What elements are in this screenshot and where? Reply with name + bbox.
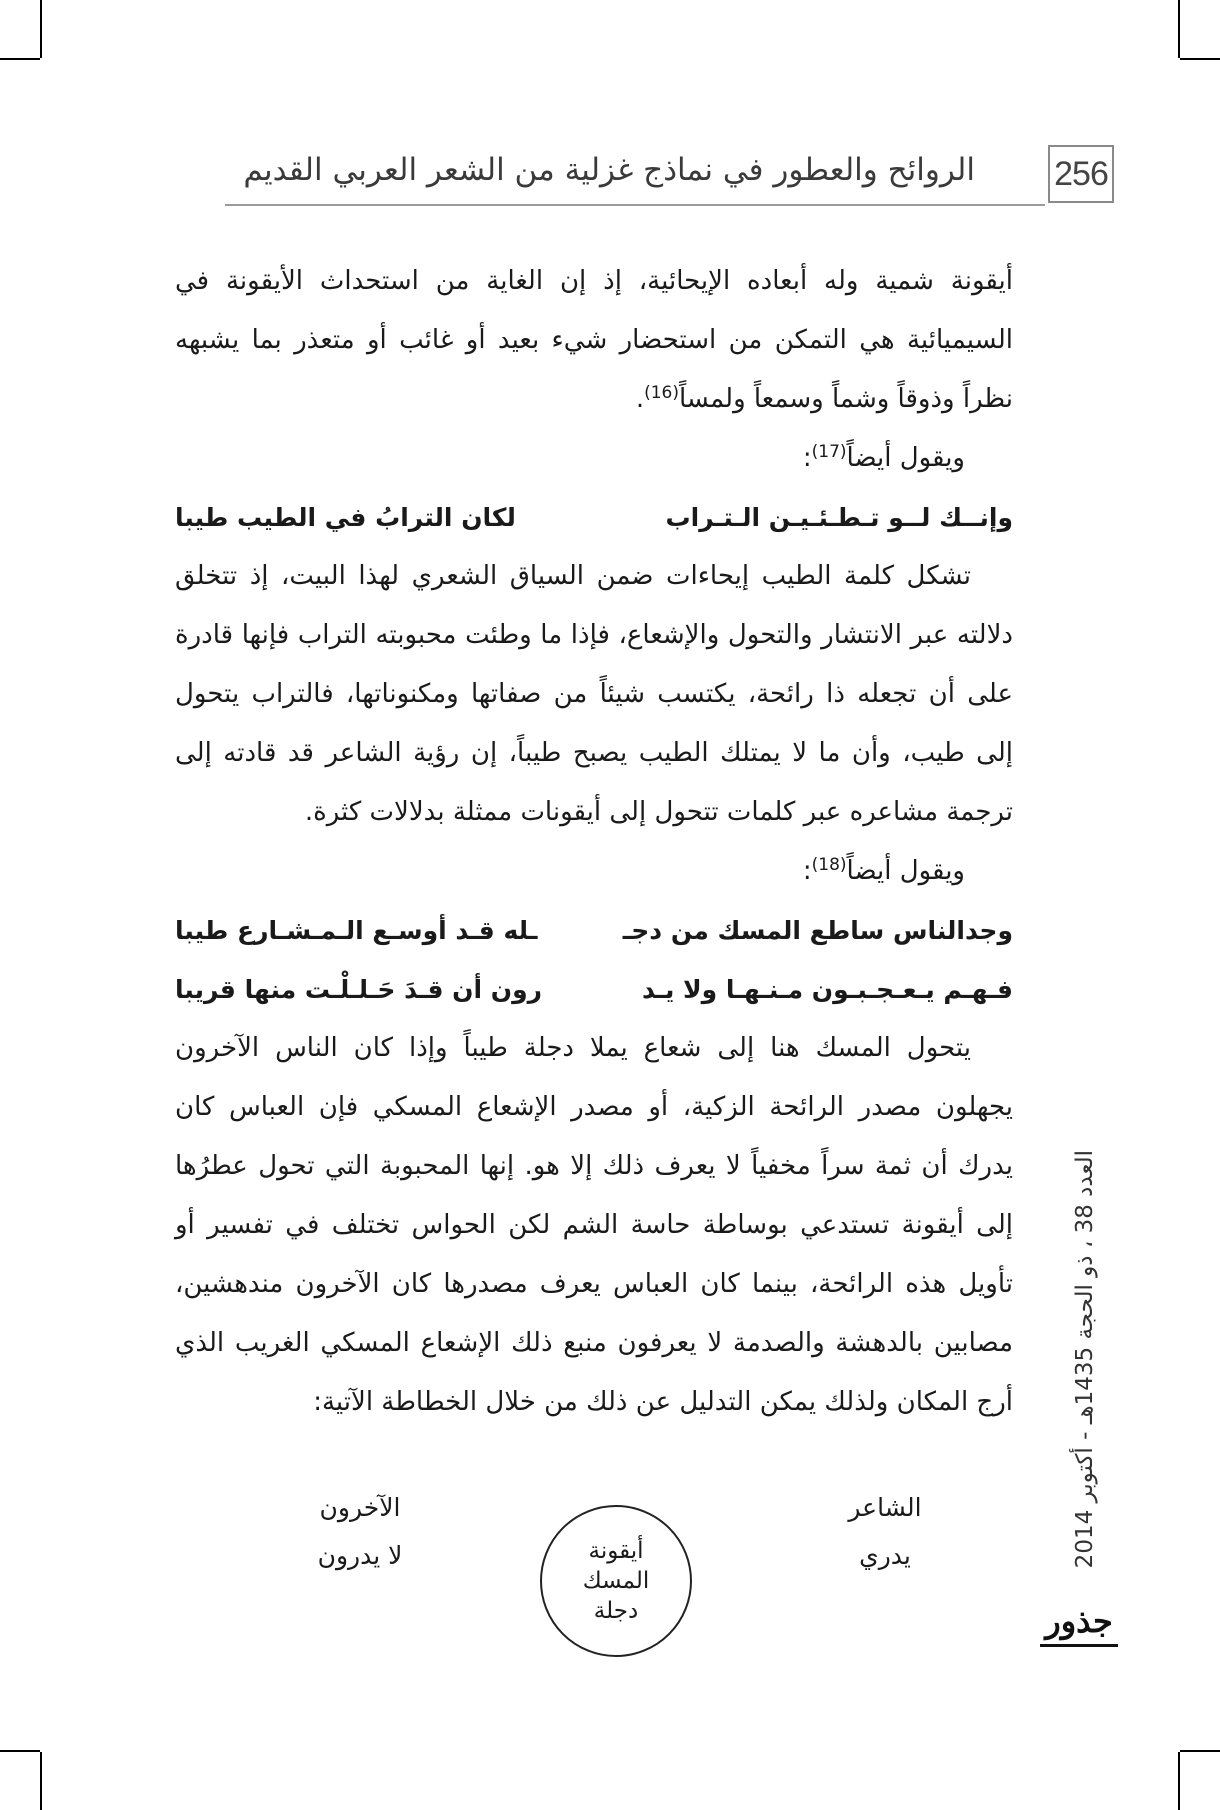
diagram-label: يدري bbox=[859, 1541, 911, 1570]
footnote-ref: (17) bbox=[811, 442, 847, 462]
paragraph: تشكل كلمة الطيب إيحاءات ضمن السياق الشعري لهذا البيت، إذ تتخلق دلالته عبر الانتشار والتحول والإشعاع، فإذا ما وطئت محبوبته التراب فإنها قادرة على أن تجعله ذا رائحة، يكتسب شيئاً من صفاتها ومكنوناتها، فالتراب يتحول إلى طيب، وأن ما لا يمتلك الطيب يصبح طيباً، إن رؤية الشاعر قد قادته إلى ترجمة مشاعره عبر كلمات تتحول إلى أيقونات ممثلة بدلالات كثرة. bbox=[175, 561, 1013, 827]
diagram-label: المسك bbox=[582, 1568, 650, 1594]
journal-logo: جذور bbox=[1040, 1604, 1118, 1647]
diagram-icon-circle bbox=[540, 1505, 692, 1657]
punctuation: . bbox=[635, 384, 645, 414]
crop-mark bbox=[0, 58, 40, 60]
crop-mark bbox=[40, 0, 42, 58]
paragraph-text: أيقونة شمية وله أبعاده الإيحائية، إذ إن الغاية من استحداث الأيقونة في السيميائية هي التمكن من استحضار شيء بعيد أو غائب أو متعذر بما يشبهه نظراً وذوقاً وشماً وسمعاً ولمساً bbox=[175, 266, 1013, 414]
verse-hemistich-left: ـله قـد أوسـع الـمـشـارع طيبا bbox=[175, 916, 538, 945]
crop-mark bbox=[40, 1752, 42, 1810]
crop-mark bbox=[0, 1750, 40, 1752]
verse-intro-text: ويقول أيضاً bbox=[846, 856, 965, 886]
verse-hemistich-left: رون أن قـدَ حَـلـلْـت منها قريبا bbox=[175, 975, 543, 1004]
verse-intro-text: ويقول أيضاً bbox=[846, 443, 965, 473]
footnote-ref: (16) bbox=[644, 383, 679, 403]
verse-hemistich-right: وإنــك لــو تـطـئـيـن الـتـراب bbox=[665, 503, 1013, 532]
verse-intro bbox=[175, 429, 1013, 488]
running-header: الروائح والعطور في نماذج غزلية من الشعر العربي القديم bbox=[243, 152, 975, 188]
verse-line bbox=[175, 488, 1013, 547]
verse-line bbox=[175, 901, 1013, 960]
issue-info: العدد 38 ، ذو الحجة 1435هـ - أكتوبر 2014 bbox=[1072, 1150, 1098, 1569]
crop-mark bbox=[1180, 58, 1220, 60]
paragraph bbox=[175, 252, 1013, 429]
verse-hemistich-right: فـهـم يـعـجـبـون مـنـهـا ولا يـد bbox=[641, 975, 1013, 1004]
diagram-label: لا يدرون bbox=[317, 1541, 403, 1570]
diagram-label: الآخرون bbox=[319, 1493, 401, 1522]
page-number: 256 bbox=[1048, 145, 1114, 203]
diagram-label: دجلة bbox=[593, 1598, 639, 1624]
footnote-ref: (18) bbox=[811, 855, 847, 875]
article-body bbox=[175, 252, 1013, 1432]
verse-line bbox=[175, 960, 1013, 1019]
verse-hemistich-right: وجدالناس ساطع المسك من دجـ bbox=[622, 916, 1013, 945]
paragraph: يتحول المسك هنا إلى شعاع يملا دجلة طيباً وإذا كان الناس الآخرون يجهلون مصدر الرائحة الزكية، أو مصدر الإشعاع المسكي فإن العباس كان يدرك أن ثمة سراً مخفياً لا يعرف ذلك إلا هو. إنها المحبوبة التي تحول عطرُها إلى أيقونة تستدعي بوساطة حاسة الشم لكن الحواس تختلف في تفسير أو تأويل هذه الرائحة، بينما كان العباس يعرف مصدرها كان الآخرون مندهشين، مصابين بالدهشة والصدمة لا يعرفون منبع ذلك الإشعاع المسكي الغريب الذي أرج المكان ولذلك يمكن التدليل عن ذلك من خلال الخطاطة الآتية: bbox=[175, 1033, 1013, 1417]
diagram-label: أيقونة bbox=[588, 1538, 644, 1564]
punctuation: : bbox=[802, 443, 812, 473]
diagram-poet bbox=[820, 1484, 950, 1580]
verse-intro bbox=[175, 842, 1013, 901]
verse-hemistich-left: لكان الترابُ في الطيب طيبا bbox=[175, 503, 516, 532]
punctuation: : bbox=[802, 856, 812, 886]
crop-mark bbox=[1180, 1750, 1220, 1752]
crop-mark bbox=[1178, 0, 1180, 58]
diagram-others bbox=[285, 1484, 435, 1580]
crop-mark bbox=[1178, 1752, 1180, 1810]
diagram-label: الشاعر bbox=[848, 1493, 922, 1522]
header-rule bbox=[225, 204, 1045, 206]
